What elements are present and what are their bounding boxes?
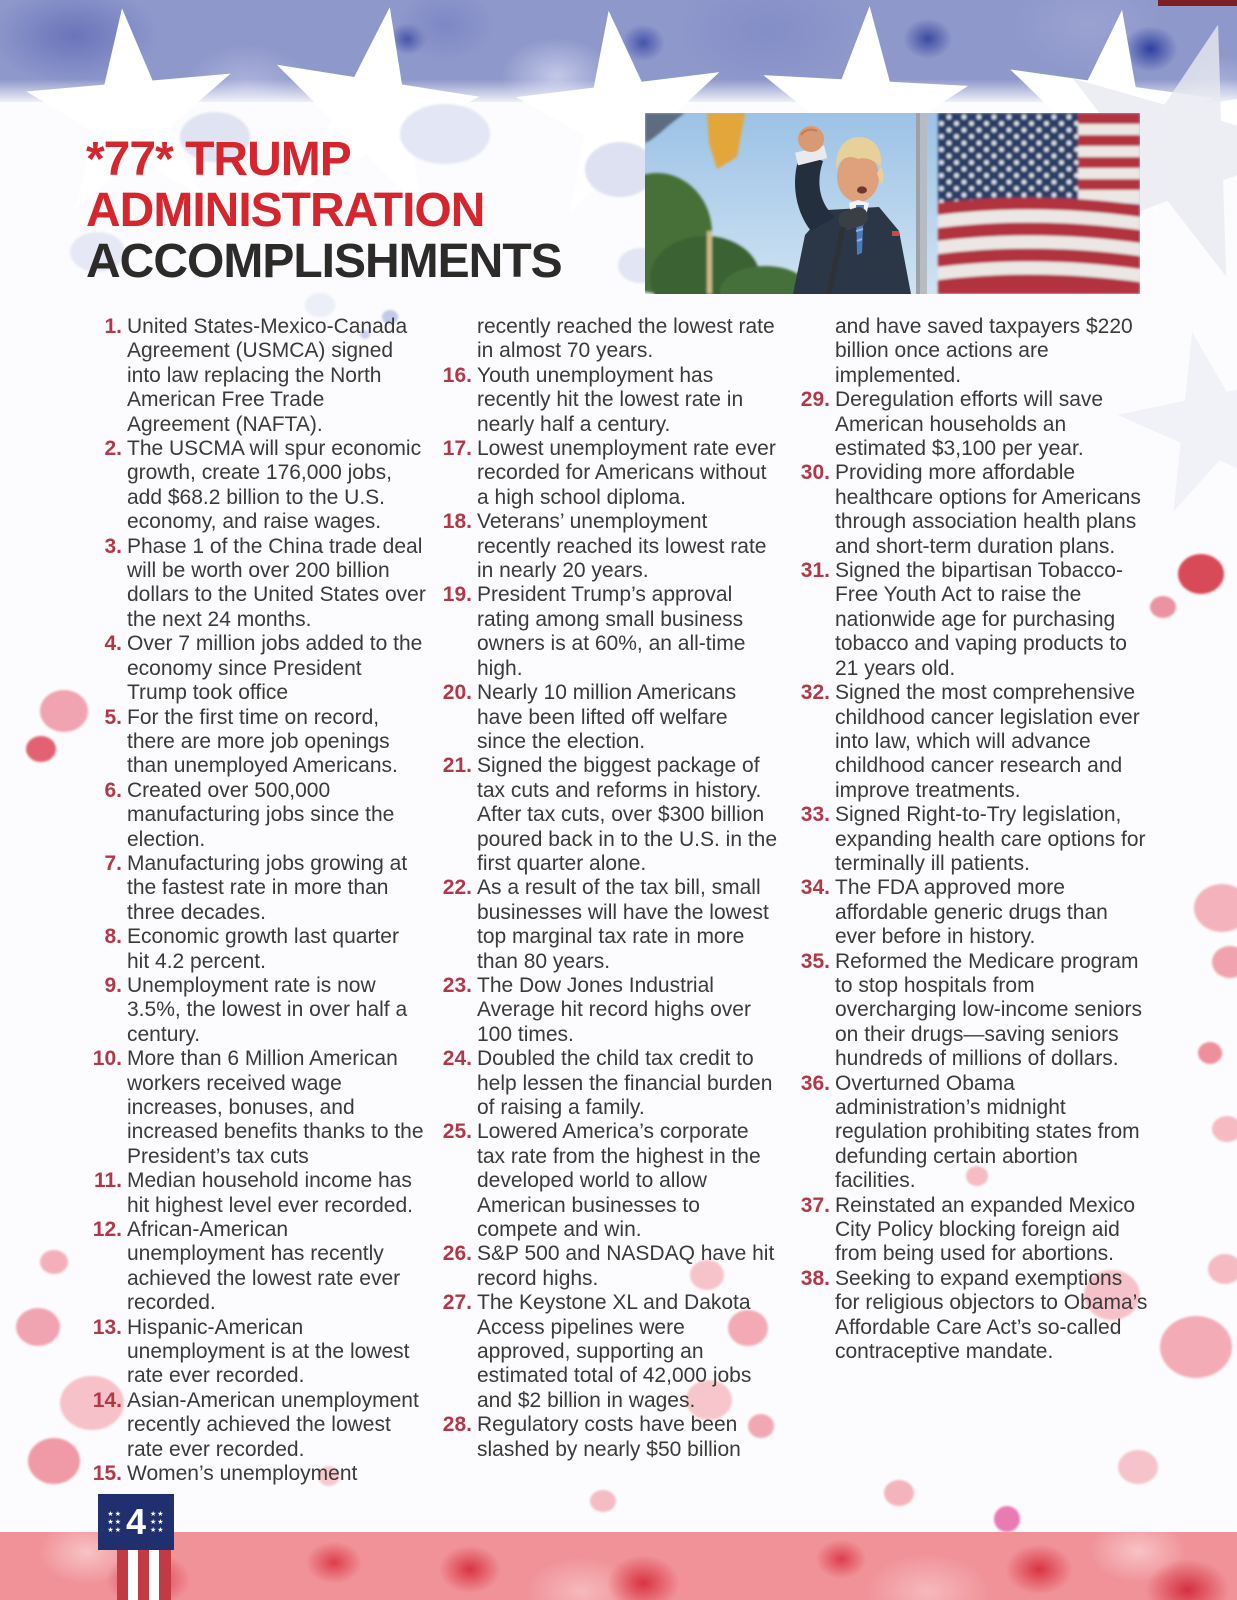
list-item-number: 15. xyxy=(92,1462,122,1486)
watercolor-blob xyxy=(16,1308,60,1346)
list-item-text: and have saved taxpayers $220 billion once actions are implemented. xyxy=(835,315,1133,387)
list-item xyxy=(796,1267,1148,1365)
list-item-number: 25. xyxy=(442,1120,472,1144)
title-line-2: ADMINISTRATION xyxy=(86,184,485,237)
list-item xyxy=(796,559,1148,681)
list-item xyxy=(438,1291,780,1413)
list-item-number: 29. xyxy=(800,388,830,412)
top-star-band xyxy=(0,0,1237,102)
list-item xyxy=(88,1047,426,1169)
list-item-text: The FDA approved more affordable generic drugs than ever before in history. xyxy=(835,876,1108,949)
list-item-text: Signed the most comprehensive childhood cancer legislation ever into law, which will advance childhood cancer research and improve treatments. xyxy=(835,681,1140,802)
list-item-number: 6. xyxy=(104,778,122,802)
list-item-number: 35. xyxy=(800,949,830,973)
list-item-text: Women’s unemployment xyxy=(127,1462,358,1486)
list-item-number: 1. xyxy=(104,315,122,338)
list-item xyxy=(796,1072,1148,1194)
watercolor-blob xyxy=(1212,946,1237,978)
list-item-number: 11. xyxy=(93,1169,122,1193)
list-item-text: Seeking to expand exemptions for religious objectors to Obama’s Affordable Care Act’s so-called contraceptive mandate. xyxy=(835,1266,1148,1364)
list-item-text: Youth unemployment has recently hit the lowest rate in nearly half a century. xyxy=(477,363,744,436)
list-item-number: 30. xyxy=(800,461,830,485)
list-column-1 xyxy=(88,315,426,1487)
page-number-badge xyxy=(98,1494,174,1550)
list-item-number: 14. xyxy=(92,1388,122,1412)
list-item-text: Hispanic-American unemployment is at the lowest rate ever recorded. xyxy=(127,1315,410,1388)
list-item-number: 21. xyxy=(442,754,472,778)
list-item xyxy=(796,315,1148,388)
list-item xyxy=(438,1120,780,1242)
list-item-number: 27. xyxy=(442,1291,472,1315)
list-item-text: The USCMA will spur economic growth, create 176,000 jobs, add $68.2 billion to the U.S. economy, and raise wages. xyxy=(127,437,422,534)
list-item xyxy=(88,925,426,974)
list-item-number: 17. xyxy=(442,437,472,461)
list-item-number: 33. xyxy=(800,803,830,827)
list-item-number xyxy=(796,315,835,388)
list-item-number: 18. xyxy=(442,510,472,534)
watercolor-blob xyxy=(1208,1254,1237,1284)
list-item-text: Manufacturing jobs growing at the fastest rate in more than three decades. xyxy=(127,851,408,924)
page-number: 4 xyxy=(125,1501,147,1542)
list-item-text: S&P 500 and NASDAQ have hit record highs. xyxy=(477,1242,775,1290)
list-item xyxy=(88,315,426,437)
list-item xyxy=(88,706,426,779)
list-item-number xyxy=(438,315,477,364)
list-item-text: Created over 500,000 manufacturing jobs since the election. xyxy=(127,778,395,851)
list-item-text: As a result of the tax bill, small businesses will have the lowest top marginal tax rate in more than 80 years. xyxy=(477,876,769,973)
list-item xyxy=(438,754,780,876)
list-item xyxy=(88,437,426,535)
list-item-text: The Dow Jones Industrial Average hit record highs over 100 times. xyxy=(477,973,751,1046)
watercolor-blob xyxy=(590,1490,616,1512)
title-line-3: ACCOMPLISHMENTS xyxy=(86,235,562,288)
list-item-number: 16. xyxy=(442,363,472,387)
list-item xyxy=(88,1462,426,1486)
list-item xyxy=(88,1169,426,1218)
list-column-2 xyxy=(438,315,780,1462)
watercolor-blob xyxy=(305,293,335,317)
page-title xyxy=(86,134,562,287)
list-item xyxy=(796,681,1148,803)
list-item-number: 2. xyxy=(104,437,122,461)
list-item xyxy=(438,1413,780,1462)
list-item-number: 36. xyxy=(800,1071,830,1095)
bottom-watercolor-band xyxy=(0,1532,1237,1600)
list-item-number: 26. xyxy=(442,1242,472,1266)
list-item-number: 24. xyxy=(442,1047,472,1071)
list-item-text: Economic growth last quarter hit 4.2 percent. xyxy=(127,925,399,973)
list-item xyxy=(88,974,426,1047)
watercolor-blob xyxy=(1160,1316,1232,1378)
trump-photo xyxy=(645,113,1140,294)
list-item-number: 31. xyxy=(800,559,830,583)
list-item-text: President Trump’s approval rating among small business owners is at 60%, an all-time high. xyxy=(477,583,746,680)
list-item-number: 12. xyxy=(92,1218,122,1242)
list-item-text: Nearly 10 million Americans have been lifted off welfare since the election. xyxy=(477,681,737,753)
list-item xyxy=(88,779,426,852)
list-item-text: Veterans’ unemployment recently reached its lowest rate in nearly 20 years. xyxy=(477,510,767,583)
top-right-red-strip xyxy=(1158,0,1237,6)
badge-stars-right-icon: ★★ ★★ ★★ xyxy=(150,1510,165,1534)
list-item xyxy=(796,803,1148,876)
list-item-number: 3. xyxy=(104,534,122,558)
list-item-number: 13. xyxy=(92,1315,122,1339)
list-item xyxy=(438,315,780,364)
list-item xyxy=(88,632,426,705)
watercolor-blob xyxy=(884,1480,914,1506)
list-item-number: 4. xyxy=(104,632,122,656)
list-item xyxy=(88,535,426,633)
list-item-number: 28. xyxy=(442,1413,472,1437)
list-item-text: Asian-American unemployment recently achieved the lowest rate ever recorded. xyxy=(127,1388,419,1461)
list-item-text: Signed the biggest package of tax cuts and reforms in history. After tax cuts, over $300 billion poured back in to the U.S. in the first quarter alone. xyxy=(477,754,778,875)
list-item xyxy=(438,1242,780,1291)
list-item-text: Median household income has hit highest level ever recorded. xyxy=(127,1169,413,1217)
list-item-text: African-American unemployment has recently achieved the lowest rate ever recorded. xyxy=(127,1218,401,1315)
list-item-text: The Keystone XL and Dakota Access pipelines were approved, supporting an estimated total of 42,000 jobs and $2 billion in wages. xyxy=(477,1291,752,1412)
list-item-text: Reinstated an expanded Mexico City Policy blocking foreign aid from being used for abortions. xyxy=(835,1193,1136,1266)
list-item-text: Overturned Obama administration’s midnight regulation prohibiting states from defunding certain abortion facilities. xyxy=(835,1071,1140,1193)
list-item-number: 7. xyxy=(104,851,122,875)
watercolor-blob xyxy=(1178,554,1224,594)
list-item-text: Lowest unemployment rate ever recorded for Americans without a high school diploma. xyxy=(477,437,776,509)
watercolor-blob xyxy=(994,1506,1020,1532)
list-item xyxy=(88,1389,426,1462)
list-item xyxy=(438,437,780,510)
list-item xyxy=(796,1194,1148,1267)
badge-stripes-icon xyxy=(117,1550,171,1600)
list-item-number: 20. xyxy=(442,681,472,705)
list-item-text: Over 7 million jobs added to the economy since President Trump took office xyxy=(127,632,423,705)
list-item xyxy=(88,1218,426,1316)
watercolor-blob xyxy=(1118,1450,1158,1484)
watercolor-blob xyxy=(1212,1116,1237,1142)
list-item xyxy=(796,388,1148,461)
list-item-number: 34. xyxy=(800,876,830,900)
list-item-number: 5. xyxy=(104,705,122,729)
watercolor-blob xyxy=(40,1250,68,1274)
list-item-text: Deregulation efforts will save American households an estimated $3,100 per year. xyxy=(835,388,1104,461)
watercolor-blob xyxy=(28,1438,80,1484)
list-item-number: 22. xyxy=(442,876,472,900)
list-item xyxy=(438,876,780,974)
list-item xyxy=(438,1047,780,1120)
list-item-number: 38. xyxy=(800,1266,830,1290)
list-item xyxy=(438,364,780,437)
list-item-text: Regulatory costs have been slashed by nearly $50 billion xyxy=(477,1413,741,1461)
list-item-text: Reformed the Medicare program to stop hospitals from overcharging low-income seniors on their drugs—saving seniors hundreds of millions of dollars. xyxy=(835,949,1142,1071)
list-item-text: recently reached the lowest rate in almost 70 years. xyxy=(477,315,775,363)
list-item-number: 19. xyxy=(442,583,472,607)
list-item-text: Phase 1 of the China trade deal will be worth over 200 billion dollars to the United States over the next 24 months. xyxy=(127,534,426,631)
list-item-number: 8. xyxy=(104,925,122,949)
list-item xyxy=(88,1316,426,1389)
watercolor-blob xyxy=(26,736,56,762)
photo-american-flag xyxy=(938,113,1140,294)
list-item xyxy=(438,974,780,1047)
list-item xyxy=(796,950,1148,1072)
list-item-number: 32. xyxy=(800,681,830,705)
watercolor-blob xyxy=(1198,1042,1222,1064)
list-item-text: United States-Mexico-Canada Agreement (USMCA) signed into law replacing the North American Free Trade Agreement (NAFTA). xyxy=(127,315,408,436)
list-item-text: Signed Right-to-Try legislation, expanding health care options for terminally ill patients. xyxy=(835,803,1146,875)
list-item xyxy=(88,852,426,925)
list-item xyxy=(796,461,1148,559)
title-line-1: *77* TRUMP xyxy=(86,133,351,186)
watercolor-blob xyxy=(40,690,88,732)
watercolor-blob xyxy=(1150,596,1176,618)
list-item-text: Providing more affordable healthcare options for Americans through association health plans and short-term duration plans. xyxy=(835,461,1141,558)
list-column-3 xyxy=(796,315,1148,1364)
list-item-number: 9. xyxy=(104,973,122,997)
badge-stars-left-icon: ★★ ★★ ★★ xyxy=(107,1510,122,1534)
list-item-text: Lowered America’s corporate tax rate from the highest in the developed world to allow American businesses to compete and win. xyxy=(477,1120,761,1242)
list-item-number: 37. xyxy=(800,1193,830,1217)
watercolor-blob xyxy=(1194,884,1237,932)
list-item-number: 23. xyxy=(442,973,472,997)
list-item-text: Signed the bipartisan Tobacco-Free Youth Act to raise the nationwide age for purchasing tobacco and vaping products to 21 years old. xyxy=(835,559,1127,680)
list-item xyxy=(796,876,1148,949)
list-item-number: 10. xyxy=(92,1047,122,1071)
list-item-text: Doubled the child tax credit to help lessen the financial burden of raising a family. xyxy=(477,1047,773,1119)
list-item-text: For the first time on record, there are more job openings than unemployed Americans. xyxy=(127,705,398,778)
list-item-text: Unemployment rate is now 3.5%, the lowest in over half a century. xyxy=(127,973,408,1046)
list-item xyxy=(438,681,780,754)
list-item-text: More than 6 Million American workers received wage increases, bonuses, and increased benefits thanks to the President’s tax cuts xyxy=(127,1047,424,1168)
list-item xyxy=(438,583,780,681)
list-item xyxy=(438,510,780,583)
